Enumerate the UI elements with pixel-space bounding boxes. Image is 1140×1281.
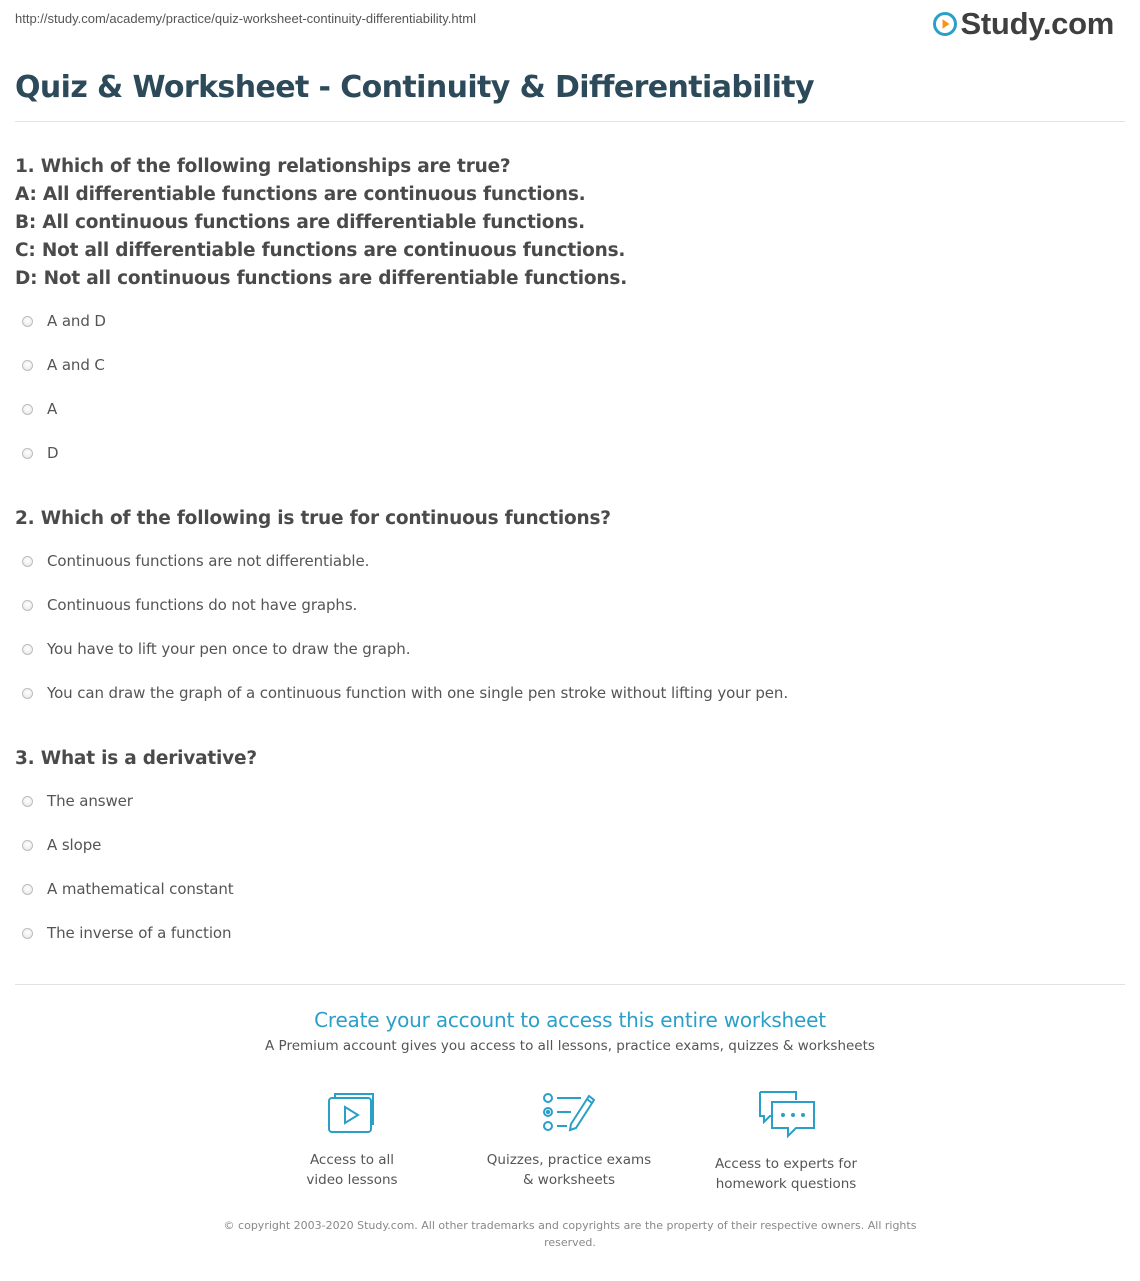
- quiz-checklist-icon: [541, 1090, 597, 1136]
- feature-quizzes: [469, 1090, 669, 1190]
- answer-option[interactable]: [22, 400, 57, 418]
- radio-button[interactable]: [22, 600, 33, 611]
- answer-option[interactable]: [22, 924, 231, 942]
- feature-label: [686, 1154, 886, 1194]
- cta-subtitle: A Premium account gives you access to all lessons, practice exams, quizzes & worksheets: [265, 1038, 875, 1054]
- answer-option[interactable]: [22, 792, 133, 810]
- question-text: 3. What is a derivative?: [15, 748, 257, 769]
- question-text: C: Not all differentiable functions are continuous functions.: [15, 240, 626, 261]
- answer-label: You have to lift your pen once to draw the graph.: [47, 640, 411, 658]
- divider: [15, 984, 1125, 985]
- radio-button[interactable]: [22, 404, 33, 415]
- question-text: B: All continuous functions are differentiable functions.: [15, 212, 585, 233]
- answer-option[interactable]: [22, 880, 234, 898]
- feature-label: [252, 1150, 452, 1190]
- copyright-line: reserved.: [544, 1236, 596, 1249]
- answer-label: A and C: [47, 356, 105, 374]
- answer-label: A slope: [47, 836, 102, 854]
- feature-label-line: Access to experts for: [714, 1156, 857, 1172]
- answer-label: D: [47, 444, 59, 462]
- answer-option[interactable]: [22, 640, 410, 658]
- answer-label: Continuous functions are not differentiable.: [47, 552, 370, 570]
- radio-button[interactable]: [22, 448, 33, 459]
- radio-button[interactable]: [22, 644, 33, 655]
- feature-label: [469, 1150, 669, 1190]
- play-circle-logo-icon: [933, 12, 957, 36]
- copyright-line: © copyright 2003-2020 Study.com. All other trademarks and copyrights are the property of their respective owners. All rights: [223, 1219, 917, 1232]
- feature-label-line: Quizzes, practice exams: [486, 1152, 652, 1168]
- radio-button[interactable]: [22, 688, 33, 699]
- feature-label-line: video lessons: [306, 1172, 398, 1188]
- feature-experts: [686, 1090, 886, 1194]
- answer-option[interactable]: [22, 552, 369, 570]
- divider: [15, 121, 1125, 122]
- create-account-link[interactable]: Create your account to access this entire worksheet: [314, 1008, 826, 1032]
- study-logo[interactable]: [933, 6, 1114, 42]
- feature-label-line: homework questions: [715, 1176, 857, 1192]
- question-1: [15, 153, 627, 293]
- feature-label-line: Access to all: [309, 1152, 395, 1168]
- answer-option[interactable]: [22, 596, 357, 614]
- answer-option[interactable]: [22, 444, 58, 462]
- answer-option[interactable]: [22, 356, 105, 374]
- radio-button[interactable]: [22, 840, 33, 851]
- question-3: [15, 745, 257, 773]
- answer-option[interactable]: [22, 836, 101, 854]
- video-lessons-icon: [325, 1090, 379, 1136]
- radio-button[interactable]: [22, 796, 33, 807]
- answer-label: The answer: [47, 792, 133, 810]
- copyright: [215, 1217, 925, 1251]
- page-title: Quiz & Worksheet - Continuity & Differentiability: [15, 70, 814, 105]
- radio-button[interactable]: [22, 884, 33, 895]
- radio-button[interactable]: [22, 928, 33, 939]
- answer-label: A: [47, 400, 58, 418]
- question-text: 1. Which of the following relationships are true?: [15, 156, 511, 177]
- feature-label-line: & worksheets: [522, 1172, 615, 1188]
- answer-label: Continuous functions do not have graphs.: [47, 596, 358, 614]
- feature-video-lessons: [252, 1090, 452, 1190]
- logo-text: Study.com: [960, 6, 1114, 41]
- answer-label: You can draw the graph of a continuous function with one single pen stroke without lifting your pen.: [47, 684, 789, 702]
- question-text: A: All differentiable functions are continuous functions.: [15, 184, 586, 205]
- page-url: http://study.com/academy/practice/quiz-worksheet-continuity-differentiability.html: [15, 11, 476, 26]
- answer-label: A mathematical constant: [47, 880, 234, 898]
- radio-button[interactable]: [22, 316, 33, 327]
- radio-button[interactable]: [22, 360, 33, 371]
- question-text: 2. Which of the following is true for continuous functions?: [15, 508, 611, 529]
- answer-label: A and D: [47, 312, 106, 330]
- question-2: [15, 505, 611, 533]
- answer-option[interactable]: [22, 312, 106, 330]
- radio-button[interactable]: [22, 556, 33, 567]
- answer-option[interactable]: [22, 684, 788, 702]
- chat-bubbles-icon: [754, 1090, 818, 1140]
- answer-label: The inverse of a function: [47, 924, 232, 942]
- question-text: D: Not all continuous functions are differentiable functions.: [15, 268, 628, 289]
